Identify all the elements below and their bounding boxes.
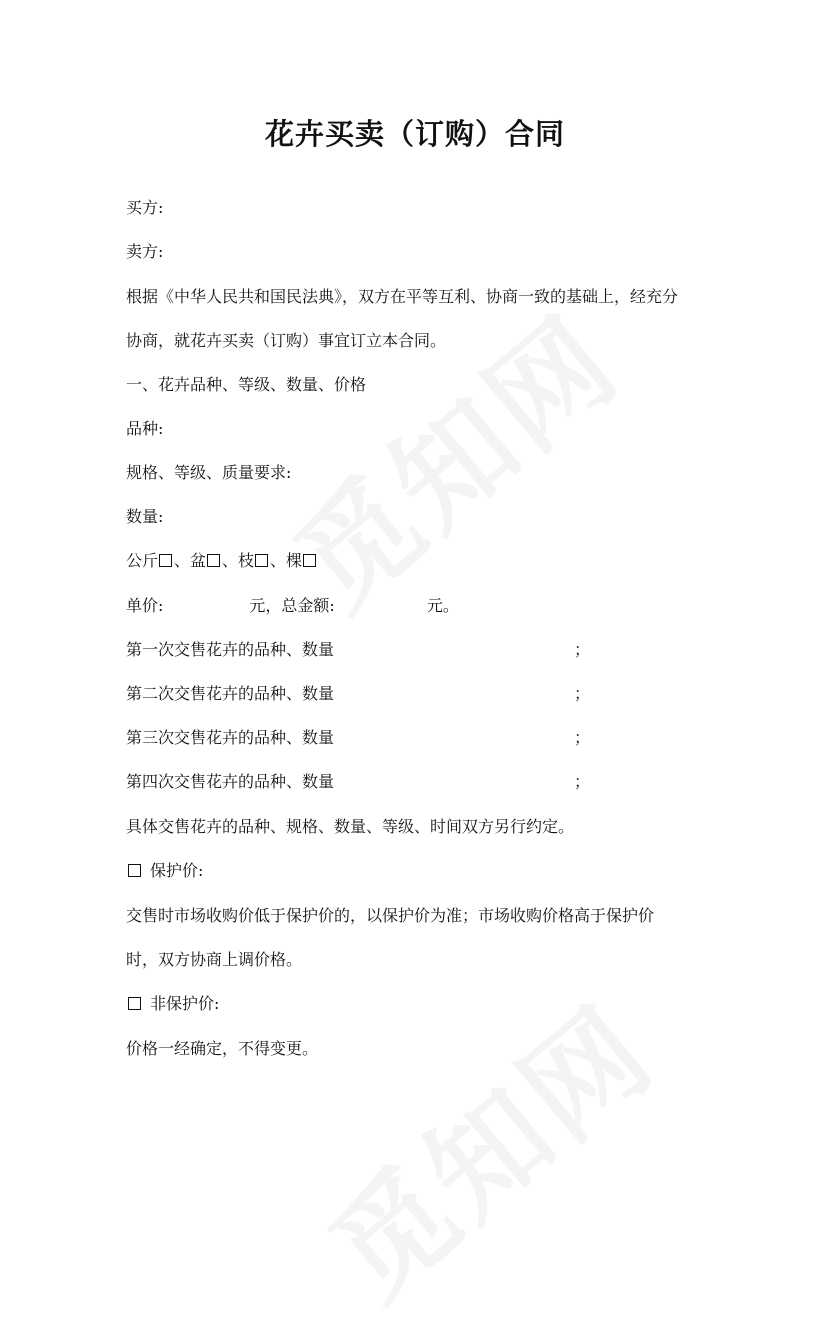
- delivery-line-2: [126, 684, 590, 704]
- delivery-terminator: ；: [574, 640, 591, 659]
- unit-stem-label: 、枝: [222, 551, 255, 570]
- non-protect-price-label: 非保护价:: [150, 994, 220, 1013]
- yuan-suffix: 元。: [426, 596, 459, 615]
- protect-price-label: 保护价:: [150, 861, 204, 880]
- delivery-label: 第四次交售花卉的品种、数量: [126, 772, 335, 791]
- intro-line-1: 根据《中华人民共和国民法典》，双方在平等互利、协商一致的基础上，经充分: [126, 287, 679, 306]
- spec-line: 规格、等级、质量要求:: [126, 463, 292, 482]
- delivery-line-3: [126, 728, 590, 748]
- unit-stem-checkbox[interactable]: [255, 554, 268, 567]
- buyer-line: 买方:: [126, 198, 164, 217]
- delivery-line-1: [126, 640, 590, 660]
- non-protect-price-checkbox[interactable]: [128, 997, 141, 1010]
- variety-line: 品种:: [126, 419, 164, 438]
- unit-price-label: 单价:: [126, 596, 164, 615]
- intro-line-2: 协商，就花卉买卖（订购）事宜订立本合同。: [126, 331, 447, 350]
- delivery-terminator: ；: [574, 684, 591, 703]
- specific-note: 具体交售花卉的品种、规格、数量、等级、时间双方另行约定。: [126, 817, 575, 836]
- non-protect-text: 价格一经确定，不得变更。: [126, 1039, 319, 1058]
- protect-text-line-1: 交售时市场收购价低于保护价的，以保护价为准；市场收购价格高于保护价: [126, 906, 655, 925]
- delivery-label: 第二次交售花卉的品种、数量: [126, 684, 335, 703]
- unit-pot-label: 、盆: [174, 551, 207, 570]
- protect-price-option: [126, 861, 203, 881]
- watermark: [289, 960, 683, 1329]
- protect-price-checkbox[interactable]: [128, 864, 141, 877]
- section-heading: 一、花卉品种、等级、数量、价格: [126, 375, 367, 394]
- total-amount-label: 元，总金额:: [249, 596, 335, 615]
- delivery-label: 第三次交售花卉的品种、数量: [126, 728, 335, 747]
- unit-tree-label: 、棵: [270, 551, 303, 570]
- delivery-terminator: ；: [574, 772, 591, 791]
- page-title: 花卉买卖（订购）合同: [264, 117, 565, 151]
- unit-kg-checkbox[interactable]: [159, 554, 172, 567]
- protect-text-line-2: 时，双方协商上调价格。: [126, 950, 303, 969]
- seller-line: 卖方:: [126, 242, 164, 261]
- watermark: [254, 270, 648, 639]
- delivery-label: 第一次交售花卉的品种、数量: [126, 640, 335, 659]
- delivery-line-4: [126, 772, 590, 792]
- unit-pot-checkbox[interactable]: [207, 554, 220, 567]
- price-line: [126, 596, 459, 616]
- quantity-line: 数量:: [126, 507, 164, 526]
- non-protect-price-option: [126, 994, 219, 1014]
- unit-tree-checkbox[interactable]: [303, 554, 316, 567]
- unit-kg-label: 公斤: [126, 551, 159, 570]
- delivery-terminator: ；: [574, 728, 591, 747]
- unit-options: [126, 551, 318, 571]
